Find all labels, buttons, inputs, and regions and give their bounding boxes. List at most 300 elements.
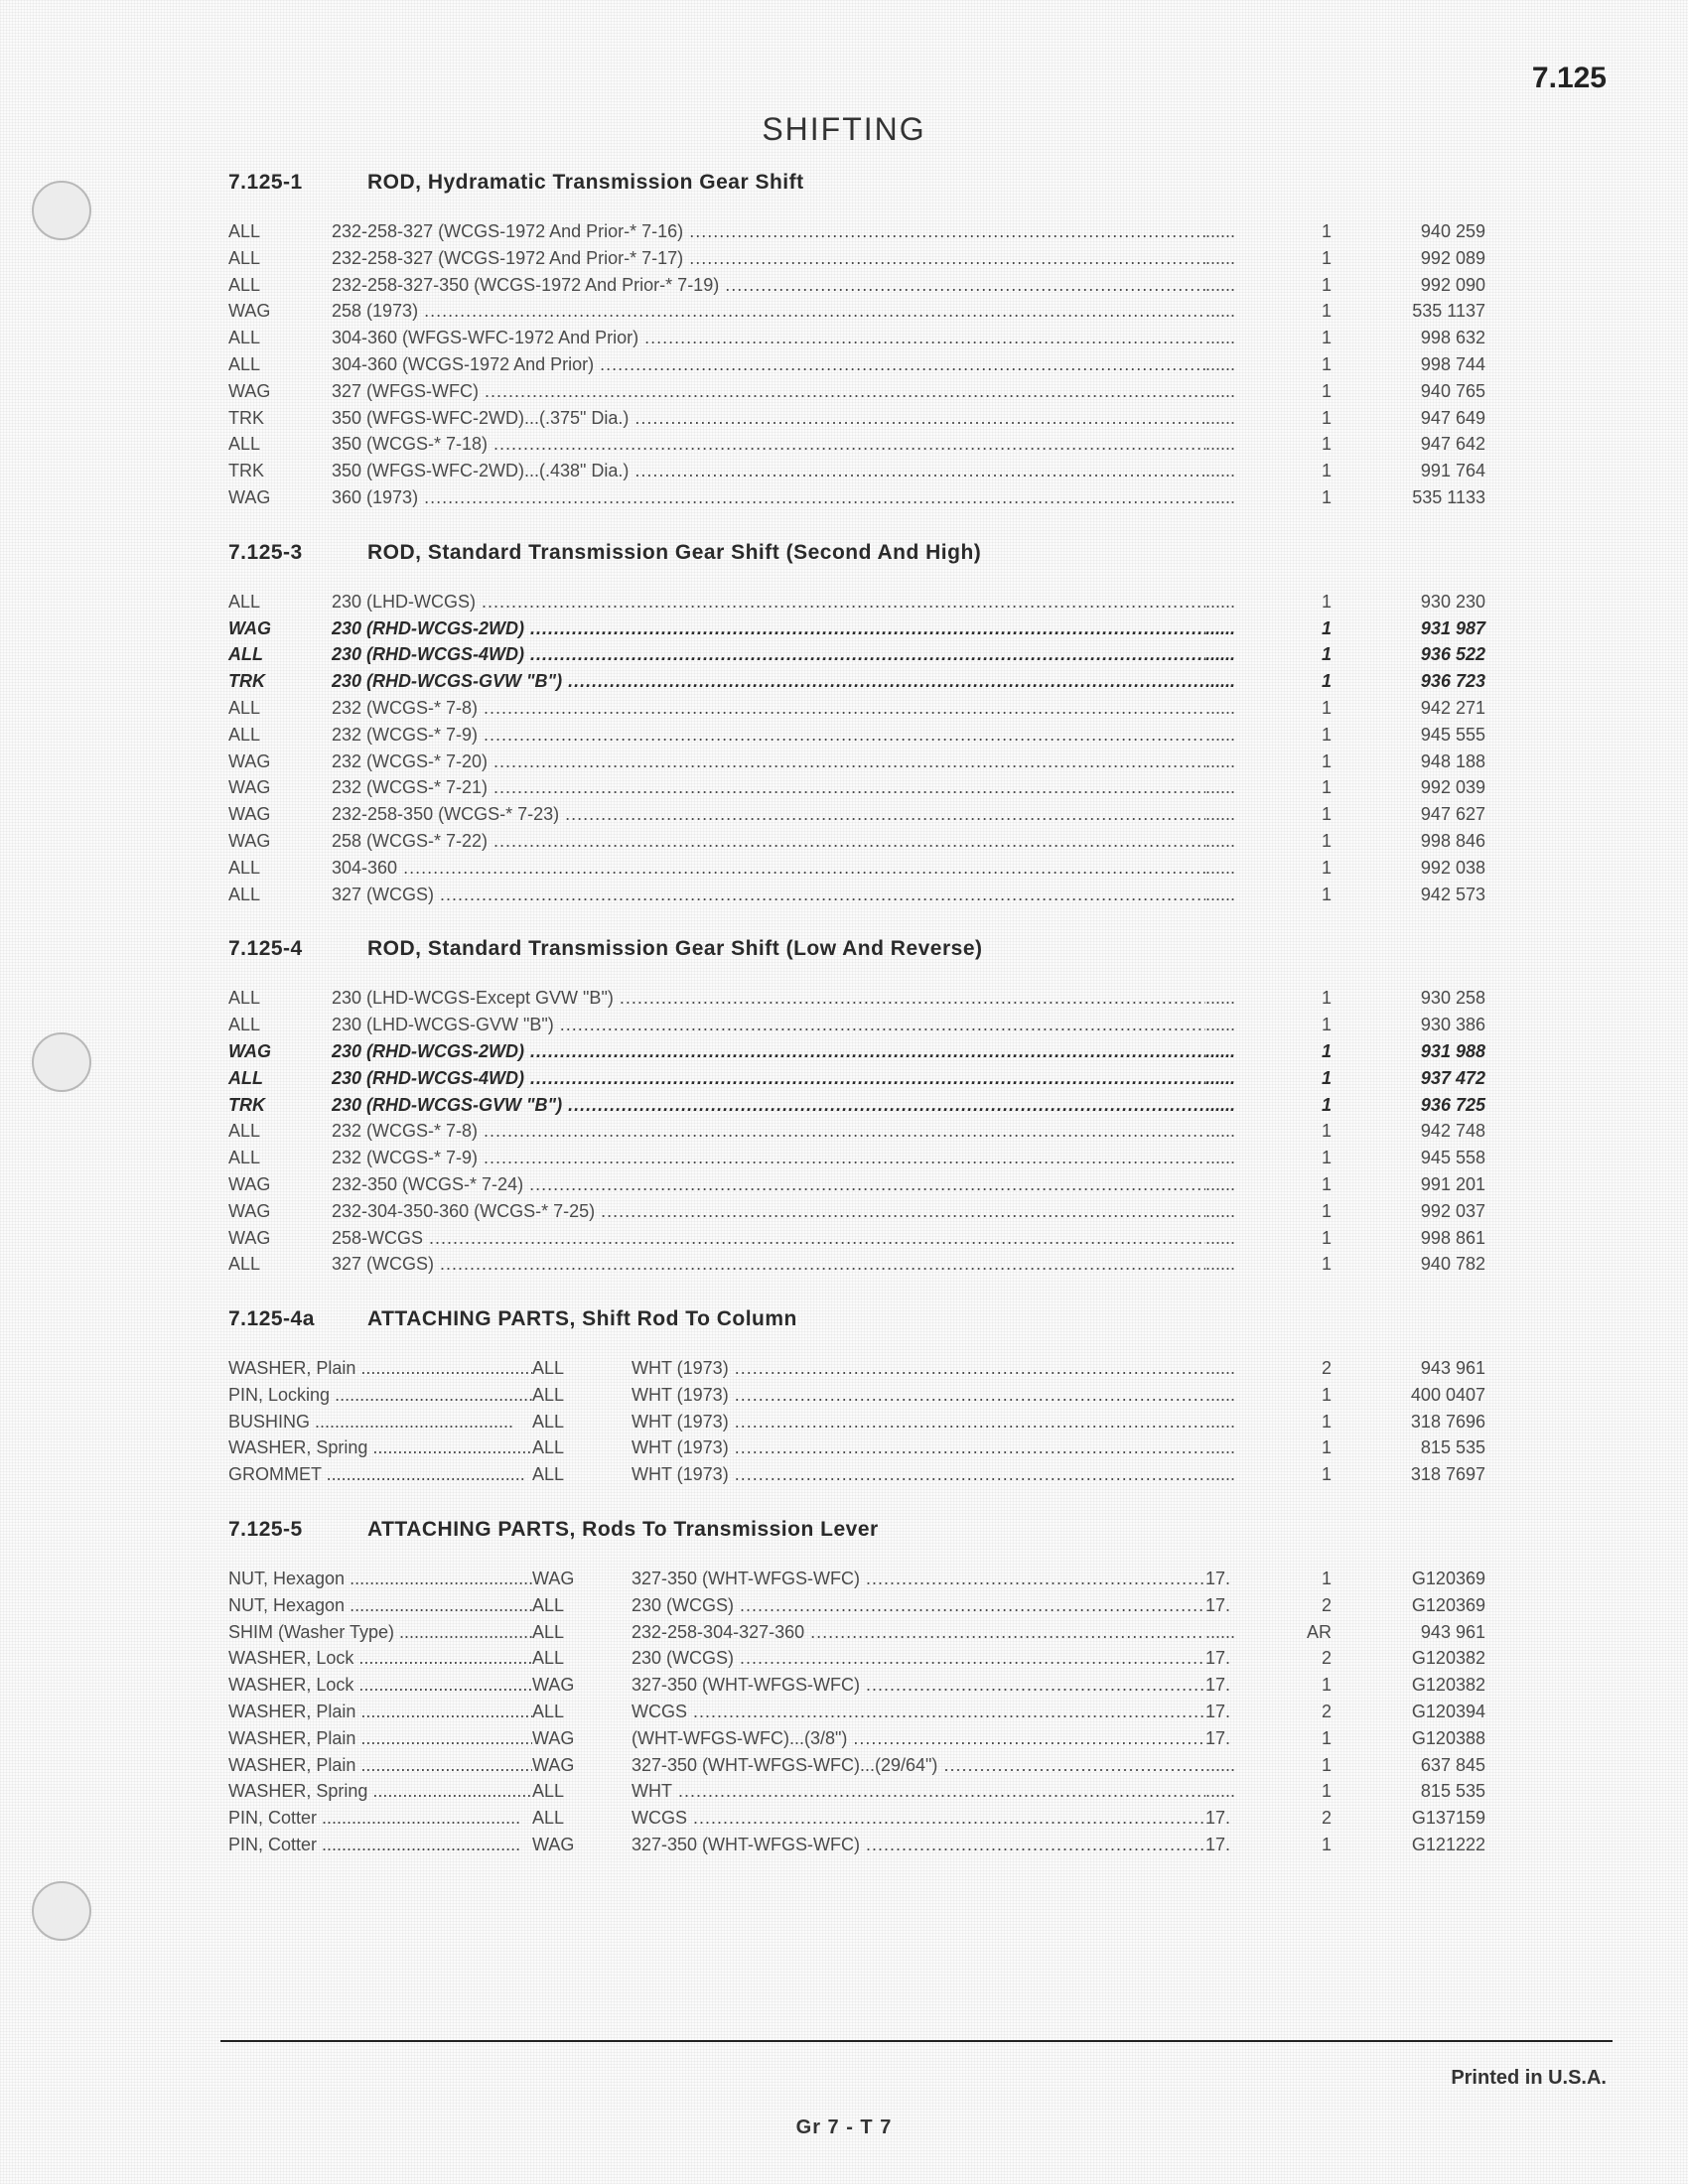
table-row xyxy=(228,695,1539,722)
part-number-cell: 931 987 xyxy=(1420,617,1485,638)
quantity-cell: 1 xyxy=(1321,328,1332,348)
ref-cell xyxy=(1205,1251,1280,1278)
table-row xyxy=(228,1251,1539,1278)
application-cell: ALL xyxy=(532,1702,565,1722)
table-row xyxy=(228,1672,1539,1699)
application-cell: ALL xyxy=(532,1594,565,1615)
ref-cell xyxy=(1205,431,1280,458)
description-cell: 350 (WFGS-WFC-2WD)...(.375" Dia.) ..... xyxy=(332,405,1205,432)
application-cell: TRK xyxy=(228,461,264,481)
table-row xyxy=(228,1355,1539,1382)
ref-cell xyxy=(1205,218,1280,245)
section-title: ROD, Standard Transmission Gear Shift (Low And Reverse) xyxy=(367,937,983,961)
application-cell: ALL xyxy=(228,1121,261,1142)
section-heading xyxy=(228,171,1539,195)
ref-cell xyxy=(1205,589,1280,615)
description-cell: 232 (WCGS-* 7-9) ..... xyxy=(332,1145,1205,1171)
table-row xyxy=(228,1171,1539,1198)
ref-cell xyxy=(1205,722,1280,749)
ref-cell: 17. xyxy=(1205,1675,1231,1696)
description-cell: 232-258-327 (WCGS-1972 And Prior-* 7-16) ..... xyxy=(332,218,1205,245)
ref-cell xyxy=(1205,351,1280,378)
table-row xyxy=(228,1434,1539,1461)
part-number-cell: 931 988 xyxy=(1420,1040,1485,1061)
part-number-cell: 942 573 xyxy=(1420,884,1485,904)
section-number: 7.125-3 xyxy=(228,540,303,564)
part-number-cell: 936 522 xyxy=(1420,644,1485,665)
application-cell: ALL xyxy=(532,1808,565,1829)
description-cell: 232-304-350-360 (WCGS-* 7-25) ..... xyxy=(332,1198,1205,1225)
description-cell: 230 (RHD-WCGS-4WD) ..... xyxy=(332,641,1205,668)
quantity-cell: 1 xyxy=(1321,353,1332,374)
quantity-cell: 1 xyxy=(1321,221,1332,241)
part-number-cell: 930 386 xyxy=(1420,1015,1485,1035)
part-number-cell: 992 037 xyxy=(1420,1200,1485,1221)
application-cell: WAG xyxy=(532,1727,575,1748)
ref-cell xyxy=(1205,1434,1280,1461)
table-row xyxy=(228,774,1539,801)
description-cell: 350 (WFGS-WFC-2WD)...(.438" Dia.) ..... xyxy=(332,458,1205,484)
application-cell: ALL xyxy=(228,1148,261,1168)
ref-cell xyxy=(1205,325,1280,351)
section-number: 7.125-4 xyxy=(228,937,303,961)
description-cell: 327-350 (WHT-WFGS-WFC) ..... xyxy=(632,1672,1205,1699)
quantity-cell: 1 xyxy=(1321,1254,1332,1275)
description-cell: 232 (WCGS-* 7-20) ..... xyxy=(332,749,1205,775)
quantity-cell: 1 xyxy=(1321,1121,1332,1142)
quantity-cell: 1 xyxy=(1321,697,1332,718)
application-cell: ALL xyxy=(532,1384,565,1405)
application-cell: ALL xyxy=(228,591,261,612)
table-row xyxy=(228,1592,1539,1619)
application-cell: ALL xyxy=(228,1254,261,1275)
ref-cell xyxy=(1205,855,1280,882)
quantity-cell: 1 xyxy=(1321,1200,1332,1221)
part-number-cell: 992 039 xyxy=(1420,777,1485,798)
page-number: 7.125 xyxy=(1531,62,1607,94)
application-cell: WAG xyxy=(228,617,271,638)
part-number-cell: 942 271 xyxy=(1420,697,1485,718)
part-number-cell: 992 089 xyxy=(1420,247,1485,268)
ref-cell xyxy=(1205,749,1280,775)
description-cell: WCGS ..... xyxy=(632,1805,1205,1832)
ref-cell xyxy=(1205,985,1280,1012)
quantity-cell: 1 xyxy=(1321,1227,1332,1248)
description-cell: WHT (1973) ..... xyxy=(632,1382,1205,1409)
footer-rule xyxy=(220,2040,1613,2042)
part-number-cell: 998 632 xyxy=(1420,328,1485,348)
part-name-cell: WASHER, Plain ..... xyxy=(228,1752,532,1779)
ref-cell xyxy=(1205,1145,1280,1171)
application-cell: ALL xyxy=(532,1648,565,1669)
quantity-cell: 1 xyxy=(1321,1015,1332,1035)
table-row xyxy=(228,1225,1539,1252)
ref-cell xyxy=(1205,828,1280,855)
part-number-cell: 942 748 xyxy=(1420,1121,1485,1142)
table-row xyxy=(228,1382,1539,1409)
application-cell: WAG xyxy=(228,301,271,322)
part-number-cell: 940 782 xyxy=(1420,1254,1485,1275)
part-name-cell: WASHER, Plain ..... xyxy=(228,1355,532,1382)
section-title: ROD, Standard Transmission Gear Shift (Second And High) xyxy=(367,540,982,564)
quantity-cell: 1 xyxy=(1321,1437,1332,1458)
section xyxy=(228,541,1539,908)
application-cell: ALL xyxy=(532,1621,565,1642)
table-row xyxy=(228,985,1539,1012)
part-number-cell: 940 765 xyxy=(1420,380,1485,401)
description-cell: 304-360 (WCGS-1972 And Prior) ..... xyxy=(332,351,1205,378)
description-cell: 230 (RHD-WCGS-GVW "B") ..... xyxy=(332,668,1205,695)
ref-cell xyxy=(1205,1118,1280,1145)
section-number: 7.125-5 xyxy=(228,1518,303,1542)
application-cell: ALL xyxy=(228,644,263,665)
description-cell: 304-360 ..... xyxy=(332,855,1205,882)
quantity-cell: 1 xyxy=(1321,644,1332,665)
part-number-cell: 930 258 xyxy=(1420,988,1485,1009)
description-cell: 327-350 (WHT-WFGS-WFC) ..... xyxy=(632,1566,1205,1592)
part-number-cell: G120382 xyxy=(1411,1675,1485,1696)
section-number: 7.125-1 xyxy=(228,171,303,194)
application-cell: WAG xyxy=(228,804,271,825)
description-cell: 230 (LHD-WCGS-Except GVW "B") ..... xyxy=(332,985,1205,1012)
application-cell: ALL xyxy=(228,1015,261,1035)
application-cell: WAG xyxy=(228,486,271,507)
table-row xyxy=(228,1645,1539,1672)
section xyxy=(228,171,1539,511)
description-cell: 350 (WCGS-* 7-18) ..... xyxy=(332,431,1205,458)
table-row xyxy=(228,1012,1539,1038)
application-cell: WAG xyxy=(532,1675,575,1696)
description-cell: WHT (1973) ..... xyxy=(632,1461,1205,1488)
table-row xyxy=(228,431,1539,458)
part-name-cell: NUT, Hexagon ..... xyxy=(228,1592,532,1619)
quantity-cell: 2 xyxy=(1321,1702,1332,1722)
description-cell: 327-350 (WHT-WFGS-WFC) ..... xyxy=(632,1832,1205,1858)
part-number-cell: G120394 xyxy=(1411,1702,1485,1722)
application-cell: ALL xyxy=(228,328,261,348)
application-cell: ALL xyxy=(532,1781,565,1802)
part-number-cell: 940 259 xyxy=(1420,221,1485,241)
part-name-cell: WASHER, Lock ..... xyxy=(228,1672,532,1699)
part-number-cell: 400 0407 xyxy=(1410,1384,1485,1405)
ref-cell xyxy=(1205,1778,1280,1805)
application-cell: ALL xyxy=(532,1437,565,1458)
part-number-cell: 318 7697 xyxy=(1410,1464,1485,1485)
ref-cell xyxy=(1205,668,1280,695)
table-row xyxy=(228,1409,1539,1435)
description-cell: 230 (WCGS) ..... xyxy=(632,1592,1205,1619)
table-row xyxy=(228,1092,1539,1119)
application-cell: WAG xyxy=(228,1040,271,1061)
application-cell: ALL xyxy=(228,1067,263,1088)
part-number-cell: 991 764 xyxy=(1420,461,1485,481)
part-number-cell: 936 725 xyxy=(1420,1094,1485,1115)
table-row xyxy=(228,722,1539,749)
ref-cell: 17. xyxy=(1205,1569,1231,1589)
part-number-cell: G137159 xyxy=(1411,1808,1485,1829)
part-number-cell: 998 846 xyxy=(1420,830,1485,851)
part-number-cell: 815 535 xyxy=(1420,1437,1485,1458)
part-number-cell: 947 642 xyxy=(1420,434,1485,455)
table-row xyxy=(228,1118,1539,1145)
part-number-cell: 535 1133 xyxy=(1412,486,1485,507)
table-row xyxy=(228,378,1539,405)
quantity-cell: 1 xyxy=(1321,671,1332,692)
section-title: ATTACHING PARTS, Shift Rod To Column xyxy=(367,1307,797,1331)
quantity-cell: 1 xyxy=(1321,274,1332,295)
application-cell: ALL xyxy=(228,724,261,745)
application-cell: WAG xyxy=(532,1569,575,1589)
quantity-cell: 1 xyxy=(1321,1781,1332,1802)
application-cell: ALL xyxy=(228,884,261,904)
section-heading xyxy=(228,1307,1539,1331)
ref-cell: 17. xyxy=(1205,1594,1231,1615)
part-number-cell: 947 649 xyxy=(1420,407,1485,428)
ref-cell xyxy=(1205,298,1280,325)
quantity-cell: 2 xyxy=(1321,1648,1332,1669)
ref-cell: 17. xyxy=(1205,1648,1231,1669)
application-cell: WAG xyxy=(228,380,271,401)
quantity-cell: 1 xyxy=(1321,434,1332,455)
quantity-cell: 1 xyxy=(1321,407,1332,428)
description-cell: 232-258-350 (WCGS-* 7-23) ..... xyxy=(332,801,1205,828)
description-cell: WHT ..... xyxy=(632,1778,1205,1805)
part-number-cell: G120369 xyxy=(1411,1569,1485,1589)
ref-cell: 17. xyxy=(1205,1835,1231,1855)
table-row xyxy=(228,272,1539,299)
description-cell: 327 (WCGS) ..... xyxy=(332,882,1205,908)
description-cell: 327 (WFGS-WFC) ..... xyxy=(332,378,1205,405)
part-number-cell: G121222 xyxy=(1411,1835,1485,1855)
description-cell: 232-350 (WCGS-* 7-24) ..... xyxy=(332,1171,1205,1198)
description-cell: 230 (RHD-WCGS-2WD) ..... xyxy=(332,1038,1205,1065)
table-row xyxy=(228,405,1539,432)
ref-cell xyxy=(1205,1752,1280,1779)
table-row xyxy=(228,1065,1539,1092)
quantity-cell: 1 xyxy=(1321,591,1332,612)
table-row xyxy=(228,1198,1539,1225)
ref-cell xyxy=(1205,1409,1280,1435)
group-code: Gr 7 - T 7 xyxy=(795,2116,893,2138)
quantity-cell: 2 xyxy=(1321,1594,1332,1615)
quantity-cell: 1 xyxy=(1321,1569,1332,1589)
part-number-cell: 998 744 xyxy=(1420,353,1485,374)
table-row xyxy=(228,218,1539,245)
ref-cell xyxy=(1205,882,1280,908)
quantity-cell: 2 xyxy=(1321,1358,1332,1379)
quantity-cell: 1 xyxy=(1321,777,1332,798)
application-cell: ALL xyxy=(228,353,261,374)
table-row xyxy=(228,298,1539,325)
application-cell: WAG xyxy=(228,830,271,851)
ref-cell: 17. xyxy=(1205,1808,1231,1829)
quantity-cell: 1 xyxy=(1321,830,1332,851)
description-cell: 232-258-327-350 (WCGS-1972 And Prior-* 7-19) ..... xyxy=(332,272,1205,299)
application-cell: TRK xyxy=(228,407,264,428)
table-row xyxy=(228,828,1539,855)
part-name-cell: BUSHING ..... xyxy=(228,1409,532,1435)
application-cell: WAG xyxy=(228,777,271,798)
part-number-cell: 948 188 xyxy=(1420,751,1485,771)
ref-cell xyxy=(1205,615,1280,642)
quantity-cell: 1 xyxy=(1321,804,1332,825)
part-name-cell: GROMMET ..... xyxy=(228,1461,532,1488)
application-cell: TRK xyxy=(228,1094,265,1115)
application-cell: ALL xyxy=(532,1464,565,1485)
application-cell: ALL xyxy=(228,247,261,268)
application-cell: TRK xyxy=(228,671,265,692)
ref-cell xyxy=(1205,458,1280,484)
table-row xyxy=(228,458,1539,484)
description-cell: WCGS ..... xyxy=(632,1699,1205,1725)
description-cell: WHT (1973) ..... xyxy=(632,1409,1205,1435)
ref-cell xyxy=(1205,1382,1280,1409)
table-row xyxy=(228,1461,1539,1488)
part-number-cell: 991 201 xyxy=(1420,1173,1485,1194)
quantity-cell: 2 xyxy=(1321,1808,1332,1829)
ref-cell xyxy=(1205,484,1280,511)
binder-hole xyxy=(32,1881,91,1941)
printed-in-note: Printed in U.S.A. xyxy=(1451,2067,1607,2089)
application-cell: WAG xyxy=(228,751,271,771)
part-number-cell: 943 961 xyxy=(1420,1358,1485,1379)
table-row xyxy=(228,882,1539,908)
section-title: ROD, Hydramatic Transmission Gear Shift xyxy=(367,171,804,194)
application-cell: ALL xyxy=(532,1411,565,1432)
quantity-cell: 1 xyxy=(1321,1727,1332,1748)
ref-cell xyxy=(1205,1355,1280,1382)
quantity-cell: 1 xyxy=(1321,380,1332,401)
description-cell: 232 (WCGS-* 7-21) ..... xyxy=(332,774,1205,801)
ref-cell: 17. xyxy=(1205,1702,1231,1722)
description-cell: 327-350 (WHT-WFGS-WFC)...(29/64") ..... xyxy=(632,1752,1205,1779)
description-cell: (WHT-WFGS-WFC)...(3/8") ..... xyxy=(632,1725,1205,1752)
part-number-cell: 930 230 xyxy=(1420,591,1485,612)
table-row xyxy=(228,1778,1539,1805)
quantity-cell: 1 xyxy=(1321,751,1332,771)
ref-cell xyxy=(1205,801,1280,828)
part-name-cell: WASHER, Spring ..... xyxy=(228,1434,532,1461)
application-cell: ALL xyxy=(228,988,261,1009)
ref-cell xyxy=(1205,1012,1280,1038)
part-name-cell: PIN, Cotter ..... xyxy=(228,1805,532,1832)
ref-cell xyxy=(1205,245,1280,272)
part-number-cell: 815 535 xyxy=(1420,1781,1485,1802)
section-heading xyxy=(228,1518,1539,1542)
part-number-cell: 992 090 xyxy=(1420,274,1485,295)
quantity-cell: 1 xyxy=(1321,1040,1332,1061)
part-name-cell: PIN, Locking ..... xyxy=(228,1382,532,1409)
ref-cell xyxy=(1205,272,1280,299)
table-row xyxy=(228,1832,1539,1858)
quantity-cell: 1 xyxy=(1321,247,1332,268)
description-cell: 230 (LHD-WCGS-GVW "B") ..... xyxy=(332,1012,1205,1038)
description-cell: 232 (WCGS-* 7-8) ..... xyxy=(332,1118,1205,1145)
table-row xyxy=(228,1699,1539,1725)
quantity-cell: 1 xyxy=(1321,1094,1332,1115)
table-row xyxy=(228,245,1539,272)
section-number: 7.125-4a xyxy=(228,1307,315,1331)
description-cell: 230 (LHD-WCGS) ..... xyxy=(332,589,1205,615)
parts-list xyxy=(228,171,1539,1888)
binder-hole xyxy=(32,181,91,240)
part-number-cell: 318 7696 xyxy=(1410,1411,1485,1432)
quantity-cell: 1 xyxy=(1321,1835,1332,1855)
description-cell: 360 (1973) ..... xyxy=(332,484,1205,511)
ref-cell xyxy=(1205,1171,1280,1198)
table-row xyxy=(228,855,1539,882)
ref-cell xyxy=(1205,1225,1280,1252)
application-cell: ALL xyxy=(532,1358,565,1379)
part-name-cell: NUT, Hexagon ..... xyxy=(228,1566,532,1592)
part-number-cell: 936 723 xyxy=(1420,671,1485,692)
part-number-cell: 992 038 xyxy=(1420,857,1485,878)
part-number-cell: G120369 xyxy=(1411,1594,1485,1615)
table-row xyxy=(228,1038,1539,1065)
table-row xyxy=(228,1145,1539,1171)
ref-cell xyxy=(1205,405,1280,432)
part-number-cell: G120388 xyxy=(1411,1727,1485,1748)
part-number-cell: G120382 xyxy=(1411,1648,1485,1669)
part-number-cell: 943 961 xyxy=(1420,1621,1485,1642)
table-row xyxy=(228,589,1539,615)
description-cell: 232-258-327 (WCGS-1972 And Prior-* 7-17) ..... xyxy=(332,245,1205,272)
description-cell: 232 (WCGS-* 7-8) ..... xyxy=(332,695,1205,722)
ref-cell xyxy=(1205,378,1280,405)
description-cell: WHT (1973) ..... xyxy=(632,1355,1205,1382)
quantity-cell: 1 xyxy=(1321,486,1332,507)
part-name-cell: WASHER, Plain ..... xyxy=(228,1725,532,1752)
table-row xyxy=(228,351,1539,378)
table-row xyxy=(228,641,1539,668)
ref-cell xyxy=(1205,1198,1280,1225)
ref-cell xyxy=(1205,641,1280,668)
quantity-cell: 1 xyxy=(1321,1411,1332,1432)
quantity-cell: 1 xyxy=(1321,1148,1332,1168)
description-cell: 327 (WCGS) ..... xyxy=(332,1251,1205,1278)
table-row xyxy=(228,1725,1539,1752)
table-row xyxy=(228,325,1539,351)
description-cell: 258 (1973) ..... xyxy=(332,298,1205,325)
part-name-cell: WASHER, Spring ..... xyxy=(228,1778,532,1805)
table-row xyxy=(228,484,1539,511)
part-number-cell: 937 472 xyxy=(1420,1067,1485,1088)
ref-cell xyxy=(1205,1038,1280,1065)
quantity-cell: 1 xyxy=(1321,461,1332,481)
application-cell: ALL xyxy=(228,434,261,455)
description-cell: 304-360 (WFGS-WFC-1972 And Prior) ..... xyxy=(332,325,1205,351)
section-heading xyxy=(228,541,1539,565)
quantity-cell: 1 xyxy=(1321,988,1332,1009)
part-number-cell: 637 845 xyxy=(1420,1754,1485,1775)
quantity-cell: 1 xyxy=(1321,724,1332,745)
section-heading xyxy=(228,937,1539,961)
quantity-cell: 1 xyxy=(1321,1173,1332,1194)
ref-cell xyxy=(1205,1461,1280,1488)
ref-cell xyxy=(1205,1619,1280,1646)
description-cell: 230 (RHD-WCGS-4WD) ..... xyxy=(332,1065,1205,1092)
ref-cell xyxy=(1205,1065,1280,1092)
application-cell: WAG xyxy=(532,1835,575,1855)
section xyxy=(228,937,1539,1278)
application-cell: WAG xyxy=(532,1754,575,1775)
quantity-cell: 1 xyxy=(1321,1067,1332,1088)
description-cell: 230 (RHD-WCGS-2WD) ..... xyxy=(332,615,1205,642)
application-cell: ALL xyxy=(228,274,261,295)
page-title: SHIFTING xyxy=(762,111,926,147)
application-cell: ALL xyxy=(228,697,261,718)
description-cell: 230 (RHD-WCGS-GVW "B") ..... xyxy=(332,1092,1205,1119)
